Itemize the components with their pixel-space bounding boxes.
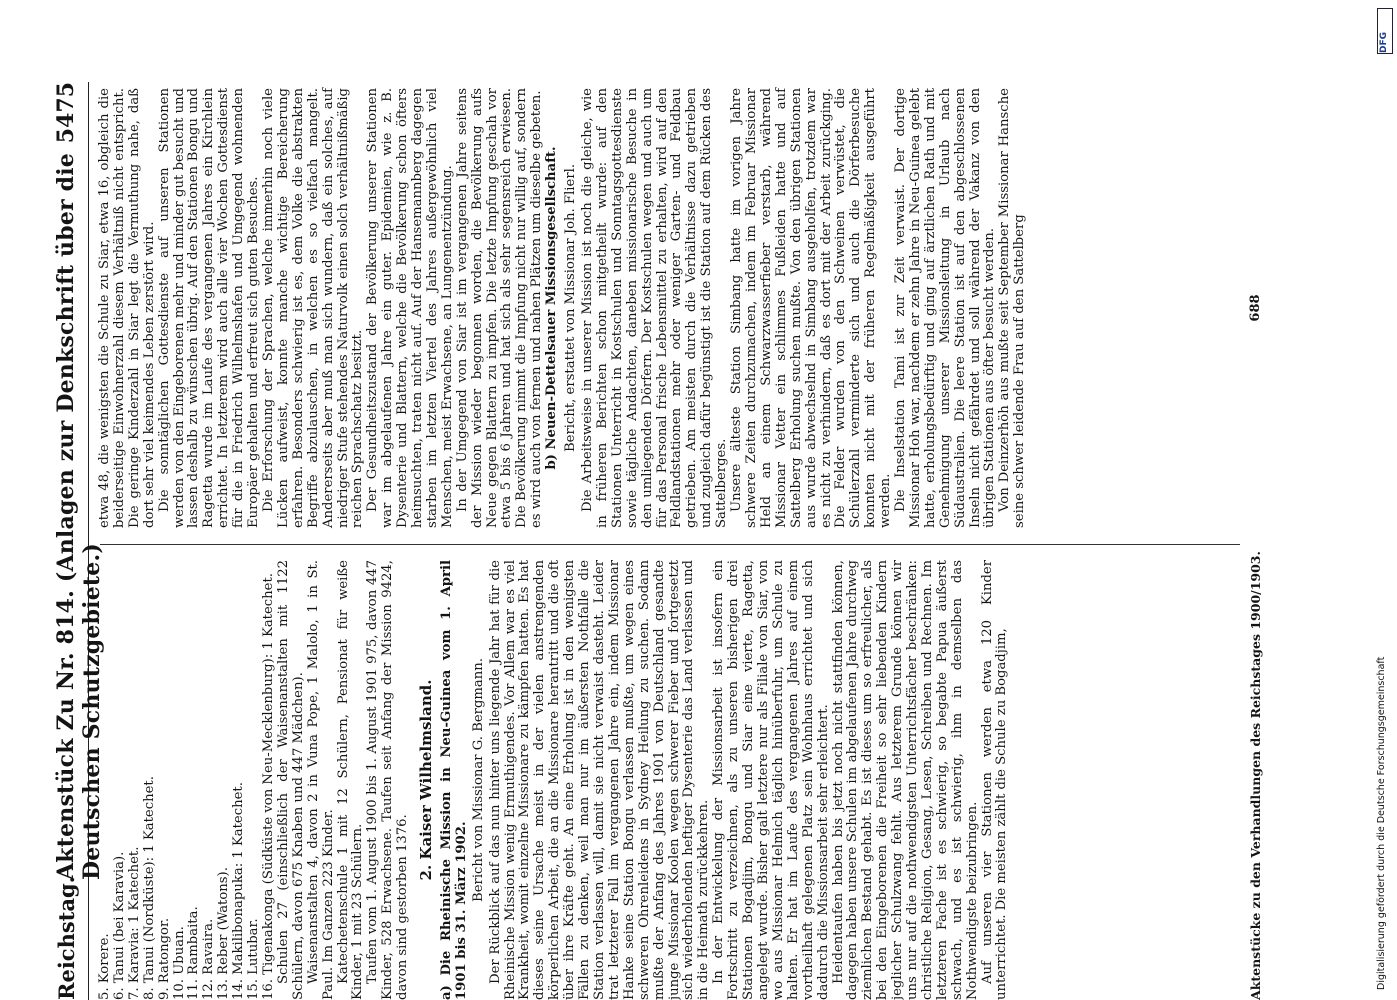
footer-source: Aktenstücke zu den Verhandlungen des Reichstages 1900/1903. (1248, 551, 1263, 1000)
paragraph: Heidentaufen haben bis jetzt noch nicht stattfinden können, dagegen haben unsere Schulen im abgelaufenen Jahre durchweg ziemlichen Bestand gehabt. Es ist dieses um so erfreulicher, als bei den Eingeborenen die Freiheit so sehr liebenden Kindern jeglicher Schulzwang fehlt. Aus letzterem Grunde können wir uns nur auf die nothwendigsten Unterrichtsfächer beschränken: christliche Religion, Gesang, Lesen, Schreiben und Rechnen. Im letzteren Fache ist es schwierig, so begabte Papua äußerst schwach, und es ist schwierig, ihm in demselben das Nothwendigste beizubringen. (830, 560, 980, 1000)
list-item: 16. Tigenakonga (Südküste von Neu-Mecklenburg): 1 Katechet. (260, 573, 276, 1000)
list-item: 14. Makilibonapuka: 1 Katechet. (231, 782, 247, 1000)
paragraph: Der Rückblick auf das nun hinter uns liegende Jahr hat für die Rheinische Mission wenig Ermuthigendes. Vor Allem war es viel Krankheit, womit einzelne Missionare zu kämpfen hatten. Es hat dieses seine Ursache meist in der vielen anstrengenden körperlichen Arbeit, die an die Missionare herantritt und die oft über ihre Kräfte geht. An eine Erholung ist in den wenigsten Fällen zu denken, weil man nur im äußersten Nothfalle die Station verlassen will, damit sie nicht verwaist dasteht. Leider trat letzterer Fall im vergangenen Jahre ein, indem Missionar Hanke seine Station Bongu verlassen mußte, um wegen eines schweren Ohrenleidens in Sydney Heilung zu suchen. Sodann mußte der Anfang des Jahres 1901 von Deutschland gesandte junge Missionar Koolen wegen schwerer Fieber und fortgesetzt sich wiederholenden heftiger Dysenterie das Land verlassen und in die Heimath zurückkehren. (487, 560, 712, 1000)
rotated-page (48, 82, 1368, 1000)
right-column (98, 88, 1028, 528)
paragraph-schulen: Schulen 27 (einschließlich der Waisenanstalten mit 1122 Schülern, davon 675 Knaben und 447 Mädchen). (275, 560, 306, 1000)
list-item: 13. Reber (Watons). (216, 867, 232, 1000)
paragraph: Die Arbeitsweise in unserer Mission ist noch die gleiche, wie in früheren Berichten schon mitgetheilt wurde: auf den Stationen Unterricht in Kostschulen und Sonntagsgottesdienste sowie tägliche Andachten, daneben missionarische Besuche in den umliegenden Dörfern. Der Kostschulen wegen und auch um für das Personal frische Lebensmittel zu erhalten, wird auf den Feldlandstationen mehr oder weniger Garten- und Feldbau getrieben. Am meisten durch die Verhältnisse dazu getrieben und zugleich dafür begünstigt ist die Station auf dem Rücken des Sattelberges. (580, 88, 730, 528)
paragraph: In der Umgegend von Siar ist im vergangenen Jahre seitens der Mission wieder begonnen worden, die Bevölkerung aufs Neue gegen Blattern zu impfen. Die letzte Impfung geschah vor etwa 5 bis 6 Jahren und hat sich als sehr segensreich erwiesen. Die Bevölkerung nimmt die Impfung nicht nur willig auf, sondern es wird auch von fernen und nahen Plätzen um dieselbe gebeten. (454, 88, 545, 528)
paragraph: Die Inselstation Tami ist zur Zeit verwaist. Der dortige Missionar Hoh war, nachdem er zehn Jahre in Neu-Guinea gelebt hatte, erholungsbedürftig und ging auf ärztlichen Rath und mit Genehmigung unserer Missionsleitung in Urlaub nach Südaustralien. Die leere Station ist auf den abgeschlossenen Inseln nicht gefährdet und soll während der Vakanz von den übrigen Stationen aus öfter besucht werden. (893, 88, 998, 528)
list-item: 7. Karavia: 1 Katechet. (126, 846, 142, 1000)
paragraph: Die Erforschung der Sprachen, welche immerhin noch viele Lücken aufweist, konnte manche wichtige Bereicherung erfahren. Besonders schwierig ist es, dem Volke die abstrakten Begriffe abzulauschen, in welchen es so vielfach mangelt. Andererseits aber muß man sich wundern, daß ein solches, auf niedriger Stufe stehendes Naturvolk einen solch verhältnißmäßig reichen Sprachschatz besitzt. (260, 88, 366, 528)
paragraph: In der Entwickelung der Missionsarbeit ist insofern ein Fortschritt zu verzeichnen, als zu unseren bisherigen drei Stationen Bogadjim, Bongu und Siar eine vierte, Ragetta, angelegt wurde. Bisher galt letztere nur als Filiale von Siar, von wo aus Missionar Helmich täglich hinüberfuhr, um Schule zu halten. Er hat im Laufe des vergangenen Jahres auf einem vortheilhaft gelegenen Platz sein Wohnhaus errichtet und sich dadurch die Missionsarbeit sehr erleichtert. (711, 560, 831, 1000)
paragraph: Unsere älteste Station Simbang hatte im vorigen Jahre schwere Zeiten durchzumachen, indem im Februar Missionar Held an einem Schwarzwasserfieber verstarb, während Missionar Vetter ein schlimmes Fußleiden hatte und auf Sattelberg Erholung suchen mußte. Von den übrigen Stationen aus wurde abwechselnd in Simbang ausgeholfen, trotzdem war es nicht zu verhindern, daß es dort mit der Arbeit zurückging. Die Felder wurden von den Schweinen verwüstet, die Schülerzahl verminderte sich und auch die Dörferbesuche konnten nicht mit der früheren Regelmäßigkeit ausgeführt werden. (729, 88, 894, 528)
list-item: 5. Korere. (97, 933, 112, 1000)
digitization-note (1376, 480, 1390, 990)
header-title: Aktenstück Zu Nr. 814. (Anlagen zur Denkschrift über die Deutschen Schutzgebiete.) (53, 152, 105, 880)
list-item: 9. Ratongor. (156, 917, 172, 1000)
paragraph-katechetenschule: Katechetenschule 1 mit 12 Schülern, Pensionat für weiße Kinder, 1 mit 23 Schülern. (335, 560, 366, 1000)
subsection-heading: b) Neuen-Dettelsauer Missionsgesellschaft. (544, 146, 560, 470)
left-column (98, 560, 1010, 1000)
header-reichstag: Reichstag. (54, 876, 79, 1000)
list-item: 11. Rambaita. (186, 906, 202, 1000)
section-heading: 2. Kaiser Wilhelmsland. (417, 679, 436, 881)
logo-text: DFG (1379, 31, 1389, 53)
report-author: Bericht, erstattet von Missionar Joh. Flierl. (563, 163, 579, 453)
station-list (98, 560, 277, 1000)
column-divider (100, 544, 1240, 545)
list-item: 6. Tanui (bei Karavia). (111, 851, 127, 1000)
paragraph-taufen: Taufen vom 1. August 1900 bis 1. August 1901 975, davon 447 Kinder, 528 Erwachsene. Taufen seit Anfang der Mission 9424, davon sind gestorben 1376. (365, 560, 411, 1000)
digitization-text: Digitalisierung gefördert durch die Deutsche Forschungsgemeinschaft (1376, 656, 1387, 990)
paragraph: Der Gesundheitszustand der Bevölkerung unserer Stationen war im abgelaufenen Jahre ein guter. Epidemien, wie z. B. Dysenterie und Blattern, welche die Bevölkerung schon öfters heimsuchten, traten nicht auf. Auf der Hansemannberg dagegen starben im letzten Viertel des Jahres außergewöhnlich viel Menschen, meist Erwachsene, an Lungenentzündung. (365, 88, 455, 528)
dfg-logo (1377, 8, 1393, 54)
list-item: 15. Lutubar. (246, 918, 262, 1000)
paragraph: Auf unseren vier Stationen werden etwa 120 Kinder unterrichtet. Die meisten zählt die Schule zu Bogadjim, (979, 560, 1010, 1000)
subsection-heading: a) Die Rheinische Mission in Neu-Guinea vom 1. April 1901 bis 31. März 1902. (438, 560, 469, 1000)
paragraph: Die sonntäglichen Gottesdienste auf unseren Stationen werden von den Eingeborenen mehr und minder gut besucht und lassen deshalb zu wünschen übrig. Auf den Stationen Bongu und Ragetta wurde im Laufe des vergangenen Jahres ein Kirchlein errichtet. In letzterem wird auch alle vier Wochen Gottesdienst für die in Friedrich Wilhelmshafen und Umgegend wohnenden Europäer gehalten und erfreut sich guten Besuches. (156, 88, 262, 528)
paragraph: Von Deinzerhöh aus mußte seit September Missionar Hansche seine schwer leidende Frau auf den Sattelberg (997, 88, 1028, 528)
report-author: Bericht von Missionar G. Bergmann. (470, 658, 486, 902)
footer-sheet-number: 688 (1248, 294, 1263, 322)
paragraph: etwa 48, die wenigsten die Schule zu Siar, etwa 16, obgleich die beiderseitige Einwohnerzahl diesem Verhältniß nicht entspricht. Die geringe Kinderzahl in Siar legt die Vermuthung nahe, daß dort sehr viel keimendes Leben zerstört wird. (97, 88, 157, 528)
list-item: 8. Tanui (Nordküste): 1 Katechet. (141, 776, 157, 1000)
paragraph-waisenanstalten: Waisenanstalten 4, davon 2 in Vuna Pope, 1 Malolo, 1 in St. Paul. Im Ganzen 223 Kinder. (305, 560, 336, 1000)
list-item: 12. Ravaira. (201, 918, 217, 1000)
page-number: 5475 (53, 82, 79, 144)
list-item: 10. Ubuan. (171, 926, 187, 1000)
